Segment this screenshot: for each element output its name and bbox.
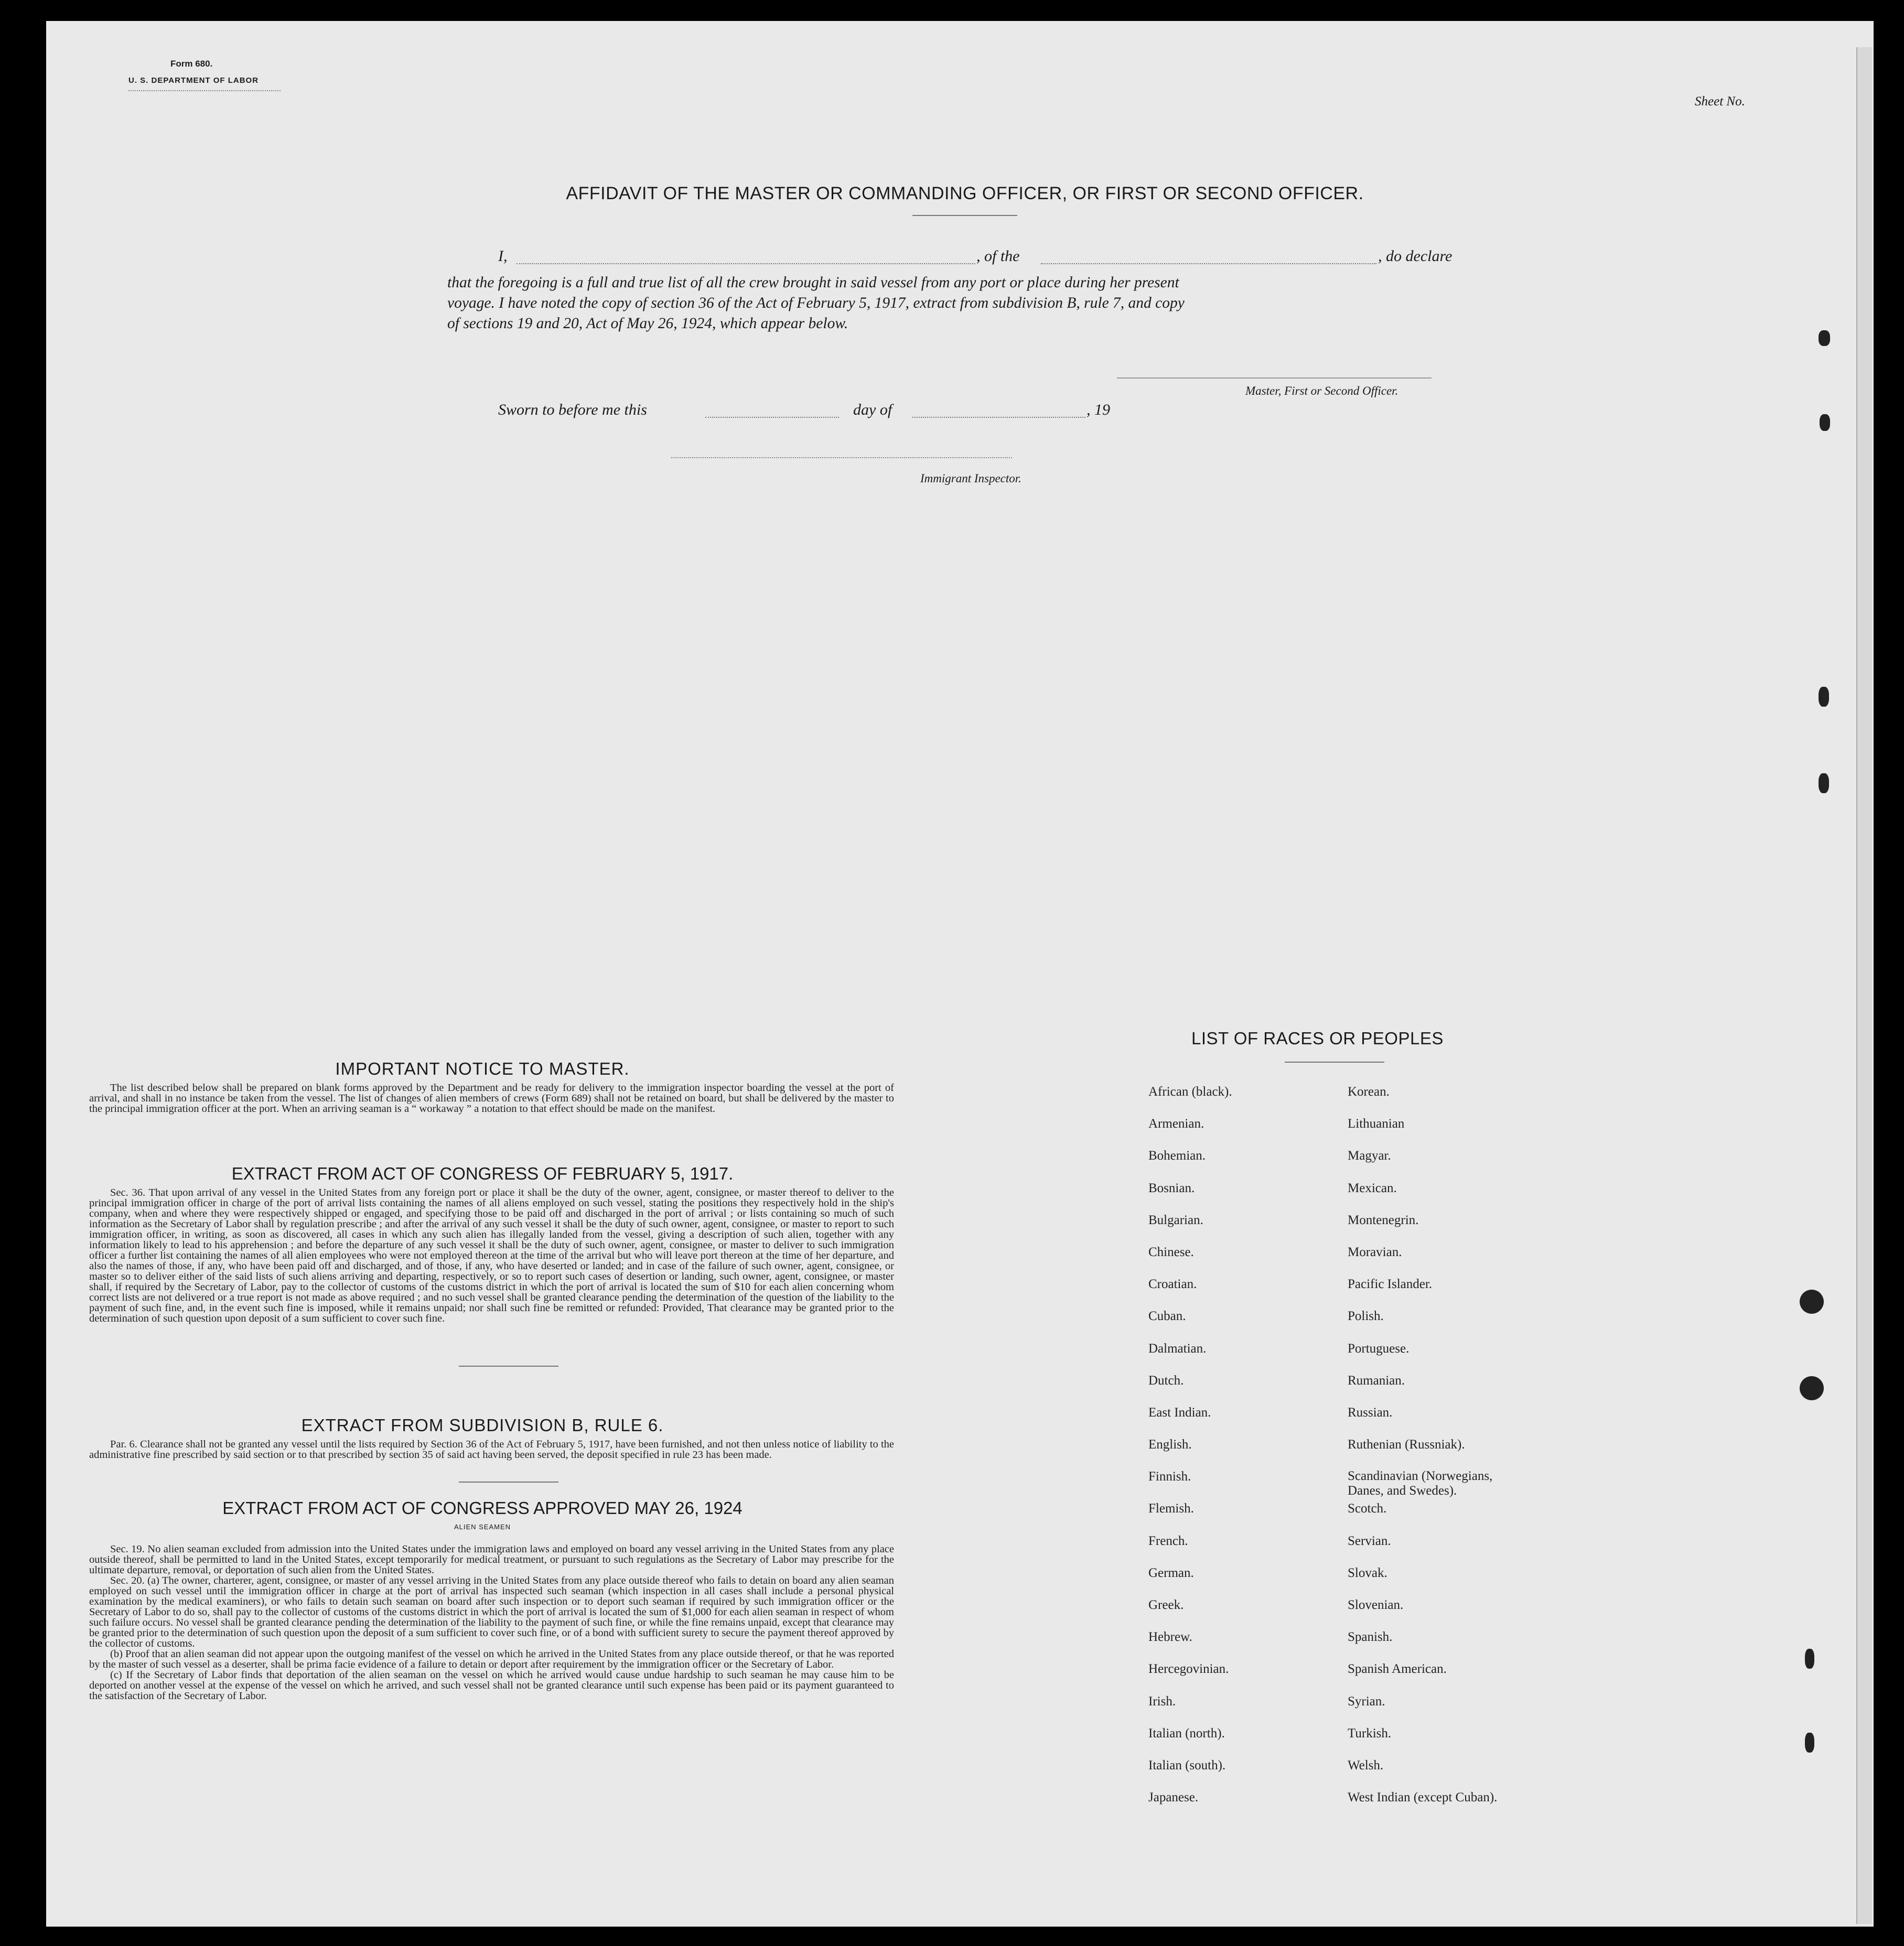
sworn-day-line[interactable] xyxy=(705,417,839,418)
notice-title: IMPORTANT NOTICE TO MASTER. xyxy=(335,1059,630,1078)
affiant-prefix: I, xyxy=(498,247,508,265)
race-item: Bulgarian. xyxy=(1148,1213,1203,1227)
inspector-signature-line[interactable] xyxy=(671,457,1012,458)
rule-6-text xyxy=(89,1439,894,1460)
affidavit-title: AFFIDAVIT OF THE MASTER OR COMMANDING OFFICER, OR FIRST OR SECOND OFFICER. xyxy=(566,183,1364,203)
declare-label: , do declare xyxy=(1378,247,1453,265)
binding-hole xyxy=(1819,330,1830,346)
form-number: Form 680. xyxy=(170,59,213,69)
races-column-1 xyxy=(1148,1084,1232,1822)
race-item: Mexican. xyxy=(1348,1181,1397,1195)
race-item: African (black). xyxy=(1148,1085,1232,1099)
extract-1917-title: EXTRACT FROM ACT OF CONGRESS OF FEBRUARY 5, 1917. xyxy=(231,1164,734,1183)
race-item: Portuguese. xyxy=(1348,1341,1410,1356)
section-19-paragraph: Sec. 19. No alien seaman excluded from admission into the United States under the immigration laws and employed on board any vessel arriving in the United States from any place outside thereof, shall be permitted to land in the United States, except temporarily for medical treatment, or pursuant to such regulations as the Secretary of Labor may prescribe for the ultimate departure, removal, or deportation of such alien from the United States. xyxy=(89,1543,894,1576)
races-divider xyxy=(1285,1062,1384,1063)
affiant-name-line[interactable] xyxy=(517,263,975,264)
race-item: Rumanian. xyxy=(1348,1373,1405,1388)
race-item: Pacific Islander. xyxy=(1348,1277,1433,1292)
notice-text xyxy=(89,1083,894,1114)
race-item: Montenegrin. xyxy=(1348,1213,1419,1227)
section-20b-paragraph: (b) Proof that an alien seaman did not appear upon the outgoing manifest of the vessel on which he arrived in the United States from any place outside thereof, or that he was reported by the master of such vessel as a deserter, shall be prima facie evidence of a failure to detain or deport after requirement by the immigration officer or the Secretary of Labor. xyxy=(89,1648,894,1670)
affidavit-body-line-2: voyage. I have noted the copy of section 36 of the Act of February 5, 1917, extract from subdivision B, rule 7, and copy xyxy=(447,295,1185,311)
race-item: Irish. xyxy=(1148,1694,1176,1709)
race-item: Finnish. xyxy=(1148,1469,1191,1484)
race-item: Slovak. xyxy=(1348,1565,1387,1580)
race-item: Cuban. xyxy=(1148,1309,1186,1324)
section-20a-paragraph: Sec. 20. (a) The owner, charterer, agent, consignee, or master of any vessel arriving in the United States from any place outside thereof who fails to detain on board any alien seaman employed on such vessel until the immigration officer in charge at the port of arrival has inspected such seaman (which inspection in all cases shall include a personal physical examination by the medical examiners), or who fails to detain such seaman on board after such inspection or to deport such seaman if required by such immigration officer or the Secretary of Labor to do so, shall pay to the collector of customs of the customs district in which the port of arrival is located the sum of $1,000 for each alien seaman in respect of whom such failure occurs. No vessel shall be granted clearance pending the determination of the liability to the payment of such fine, or while the fine remains unpaid, except that clearance may be granted prior to the determination of such question upon the deposit of a sum sufficient to cover such fine, or of a bond with sufficient surety to secure the payment thereof approved by the collector of customs. xyxy=(89,1575,894,1649)
race-item: Chinese. xyxy=(1148,1245,1194,1259)
race-item: East Indian. xyxy=(1148,1405,1211,1420)
races-title: LIST OF RACES OR PEOPLES xyxy=(1191,1029,1444,1048)
race-item: Korean. xyxy=(1348,1085,1390,1099)
section-20c-paragraph: (c) If the Secretary of Labor finds that deportation of the alien seaman on the vessel on which he arrived would cause undue hardship to such seaman he may cause him to be deported on another vessel at the expense of the vessel on which he arrived, and such vessel shall not be granted clearance until such expense has been paid or its payment guaranteed to the satisfaction of the Secretary of Labor. xyxy=(89,1669,894,1702)
divider-2 xyxy=(459,1482,558,1483)
department-name: U. S. DEPARTMENT OF LABOR xyxy=(128,76,259,85)
vessel-name-line[interactable] xyxy=(1041,263,1376,264)
sworn-month-line[interactable] xyxy=(912,417,1085,418)
race-item: Bosnian. xyxy=(1148,1181,1195,1195)
race-item: Lithuanian xyxy=(1348,1117,1405,1131)
race-item: French. xyxy=(1148,1533,1188,1548)
race-item: Dalmatian. xyxy=(1148,1341,1207,1356)
master-signature-line[interactable] xyxy=(1117,377,1432,379)
race-item: Welsh. xyxy=(1348,1758,1384,1772)
race-item: Russian. xyxy=(1348,1405,1393,1420)
binding-hole xyxy=(1819,773,1829,793)
extract-1924-text xyxy=(89,1544,894,1701)
year-label: , 19 xyxy=(1087,401,1110,418)
race-item: Magyar. xyxy=(1348,1149,1391,1163)
master-signature-label: Master, First or Second Officer. xyxy=(1245,384,1399,397)
race-item: German. xyxy=(1148,1565,1194,1580)
affidavit-body xyxy=(447,273,1475,334)
race-item: Slovenian. xyxy=(1348,1598,1404,1612)
binding-hole xyxy=(1800,1376,1824,1400)
race-item: Italian (north). xyxy=(1148,1726,1225,1740)
race-item: Scotch. xyxy=(1348,1501,1387,1516)
department-underline xyxy=(128,90,281,91)
page-edge xyxy=(1856,47,1872,1924)
race-item: Bohemian. xyxy=(1148,1149,1206,1163)
title-divider xyxy=(912,215,1017,216)
day-of-label: day of xyxy=(853,401,892,418)
binding-hole xyxy=(1819,687,1829,707)
rule-6-paragraph: Par. 6. Clearance shall not be granted any vessel until the lists required by Section 36 of the Act of February 5, 1917, have been furnished, and not then unless notice of liability to the administrative fine prescribed by said section or to that prescribed by section 35 of said act having been served, the deposit specified in rule 23 has been made. xyxy=(89,1439,894,1461)
race-item: Hebrew. xyxy=(1148,1630,1192,1645)
race-item: Hercegovinian. xyxy=(1148,1662,1229,1677)
sworn-label: Sworn to before me this xyxy=(498,401,647,418)
races-column-2 xyxy=(1348,1084,1526,1822)
section-36-paragraph: Sec. 36. That upon arrival of any vessel in the United States from any foreign port or place it shall be the duty of the owner, agent, consignee, or master thereof to deliver to the principal immigration officer in charge of the port of arrival lists containing the names of all aliens employed on such vessel, stating the positions they respectively hold in the ship's company, when and where they were respectively shipped or engaged, and specifying those to be paid off and discharged in the port of arrival ; or lists containing so much of such information as the Secretary of Labor shall by regulation prescribe ; and after the arrival of any such vessel it shall be the duty of such owner, agent, consignee, or master to report to such immigration officer, in writing, as soon as discovered, all cases in which any such alien has illegally landed from the vessel, giving a description of such alien, together with any information likely to lead to his apprehension ; and before the departure of any such vessel it shall be the duty of such owner, agent, consignee, or master to deliver to such immigration officer a further list containing the names of all alien employees who were not employed thereon at the time of the arrival but who will leave port thereon at the time of her departure, and also the names of those, if any, who have been paid off and discharged, and of those, if any, who have deserted or landed; and in case of the failure of such owner, agent, consignee, or master so to deliver either of the said lists of such aliens arriving and departing, respectively, or so to report such cases of desertion or landing, such owner, agent, consignee, or master shall, if required by the Secretary of Labor, pay to the collector of customs of the customs district in which the port of arrival is located the sum of $10 for each alien concerning whom correct lists are not delivered or a true report is not made as above required ; and no such vessel shall be granted clearance pending the determination of the question of the liability to the payment of such fine, and, in the event such fine is imposed, while it remains unpaid; nor shall such fine be remitted or refunded: Provided, That clearance may be granted prior to the determination of such question upon deposit of a sum sufficient to cover such fine. xyxy=(89,1187,894,1324)
divider-1 xyxy=(459,1366,558,1367)
race-item: Japanese. xyxy=(1148,1790,1199,1805)
race-item: Armenian. xyxy=(1148,1117,1204,1131)
race-item: Polish. xyxy=(1348,1309,1384,1324)
affidavit-body-line-1: that the foregoing is a full and true list of all the crew brought in said vessel from any port or place during her present xyxy=(447,274,1179,291)
affidavit-body-line-3: of sections 19 and 20, Act of May 26, 1924, which appear below. xyxy=(447,315,848,332)
extract-1924-title: EXTRACT FROM ACT OF CONGRESS APPROVED MAY 26, 1924 xyxy=(222,1498,743,1518)
alien-seamen-subtitle: ALIEN SEAMEN xyxy=(454,1523,511,1531)
race-item: Croatian. xyxy=(1148,1277,1197,1292)
race-item: Moravian. xyxy=(1348,1245,1402,1259)
race-item: Ruthenian (Russniak). xyxy=(1348,1437,1465,1452)
extract-1917-text xyxy=(89,1187,894,1324)
race-item: Greek. xyxy=(1148,1598,1184,1612)
rule-6-title: EXTRACT FROM SUBDIVISION B, RULE 6. xyxy=(301,1415,664,1435)
of-the-label: , of the xyxy=(976,247,1020,265)
notice-paragraph: The list described below shall be prepared on blank forms approved by the Department and be ready for delivery to the immigration inspector boarding the vessel at the port of arrival, and shall in no instance be taken from the vessel. The list of changes of alien members of crews (Form 689) shall not be retained on board, but shall be delivered by the master to the principal immigration officer at the port. When an arriving seaman is a “ workaway ” a notation to that effect should be made on the manifest. xyxy=(89,1082,894,1115)
binding-hole xyxy=(1800,1290,1824,1314)
race-item: Spanish American. xyxy=(1348,1662,1447,1677)
race-item: Scandinavian (Norwegians, Danes, and Swedes). xyxy=(1348,1469,1493,1498)
race-item: West Indian (except Cuban). xyxy=(1348,1790,1498,1805)
sheet-number-label: Sheet No. xyxy=(1695,94,1745,109)
binding-hole xyxy=(1820,414,1830,431)
race-item: Flemish. xyxy=(1148,1501,1194,1516)
race-item: Italian (south). xyxy=(1148,1758,1226,1772)
race-item: Turkish. xyxy=(1348,1726,1392,1740)
race-item: Spanish. xyxy=(1348,1630,1393,1645)
binding-hole xyxy=(1805,1733,1814,1753)
binding-hole xyxy=(1805,1649,1814,1669)
race-item: Syrian. xyxy=(1348,1694,1385,1709)
inspector-label: Immigrant Inspector. xyxy=(920,472,1021,485)
race-item: Servian. xyxy=(1348,1533,1391,1548)
race-item: English. xyxy=(1148,1437,1192,1452)
race-item: Dutch. xyxy=(1148,1373,1184,1388)
